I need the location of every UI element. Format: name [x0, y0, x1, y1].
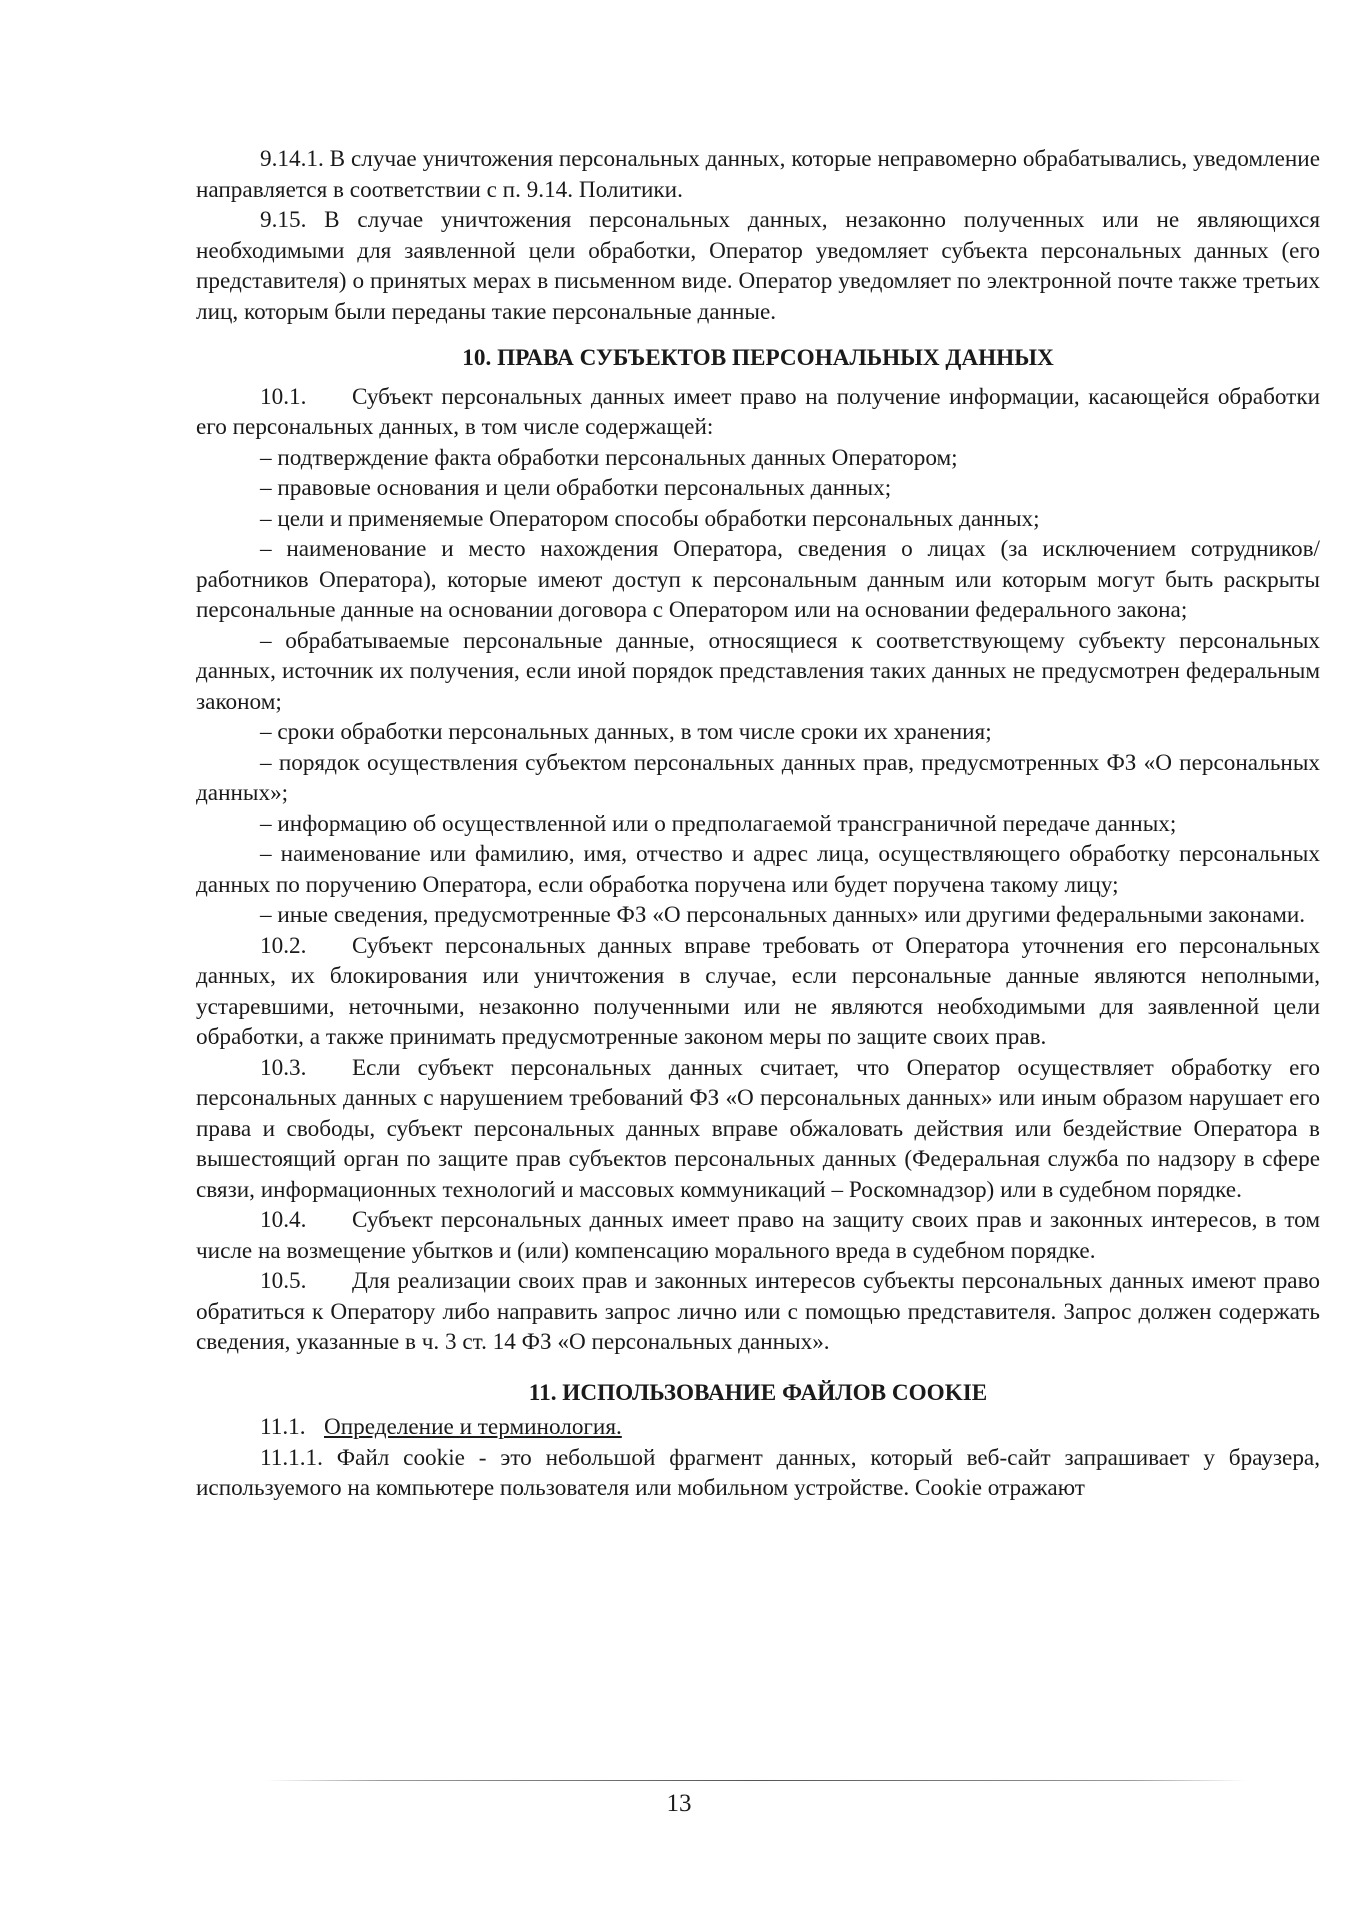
- paragraph-number: 10.5.: [260, 1268, 307, 1294]
- paragraph-10-2: [196, 931, 1320, 1053]
- page-content: [196, 144, 1320, 1504]
- paragraph-number: 10.2.: [260, 932, 307, 959]
- paragraph-9-14-1: 9.14.1. В случае уничтожения персональных данных, которые неправомерно обрабатывались, уведомление направляется в соответствии с п. 9.14. Политики.: [196, 146, 1320, 203]
- list-item: – подтверждение факта обработки персональных данных Оператором;: [260, 444, 958, 471]
- list-item: – правовые основания и цели обработки персональных данных;: [260, 475, 892, 501]
- paragraph-text: Определение и терминология.: [324, 1414, 622, 1440]
- list-item: – иные сведения, предусмотренные ФЗ «О персональных данных» или другими федеральными законами.: [260, 902, 1306, 928]
- paragraph-text: Субъект персональных данных вправе требовать от Оператора уточнения его персональных данных, их блокирования или уничтожения в случае, если персональные данные являются неполными, устаревшими, неточными, незаконно полученными или не являются необходимыми для заявленной цели обработки, а также принимать предусмотренные законом меры по защите своих прав.: [196, 932, 1320, 1050]
- page-number: 13: [666, 1790, 692, 1817]
- paragraph-10-3: [196, 1053, 1320, 1206]
- list-item: – порядок осуществления субъектом персональных данных прав, предусмотренных ФЗ «О персональных данных»;: [196, 749, 1320, 806]
- paragraph-9-15: 9.15. В случае уничтожения персональных данных, незаконно полученных или не являющихся необходимыми для заявленной цели обработки, Оператор уведомляет субъекта персональных данных (его представителя) о принятых мерах в письменном виде. Оператор уведомляет по электронной почте также третьих лиц, которым были переданы такие персональные данные.: [196, 207, 1320, 325]
- paragraph-number: 11.1.: [260, 1414, 306, 1440]
- section-10-heading: 10. ПРАВА СУБЪЕКТОВ ПЕРСОНАЛЬНЫХ ДАННЫХ: [462, 345, 1054, 371]
- list-item: – сроки обработки персональных данных, в том числе сроки их хранения;: [260, 719, 992, 745]
- paragraph-number: 10.3.: [260, 1054, 307, 1081]
- paragraph-10-5: [196, 1266, 1320, 1358]
- paragraph-11-1-1: 11.1.1. Файл cookie - это небольшой фрагмент данных, который веб-сайт запрашивает у браузера, используемого на компьютере пользователя или мобильном устройстве. Cookie отражают: [196, 1444, 1320, 1501]
- list-item: – наименование и место нахождения Оператора, сведения о лицах (за исключением сотрудников/работников Оператора), которые имеют доступ к персональным данным или которым могут быть раскрыты персональные данные на основании договора с Оператором или на основании федерального закона;: [196, 536, 1320, 623]
- list-item: – цели и применяемые Оператором способы обработки персональных данных;: [260, 505, 1040, 532]
- section-11-heading: 11. ИСПОЛЬЗОВАНИЕ ФАЙЛОВ COOKIE: [528, 1379, 988, 1406]
- list-item: – информацию об осуществленной или о предполагаемой трансграничной передаче данных;: [260, 810, 1177, 837]
- paragraph-text: Если субъект персональных данных считает, что Оператор осуществляет обработку его персональных данных с нарушением требований ФЗ «О персональных данных» или иным образом нарушает его права и свободы, субъект персональных данных вправе обжаловать действия или бездействие Оператора в вышестоящий орган по защите прав субъектов персональных данных (Федеральная служба по надзору в сфере связи, информационных технологий и массовых коммуникаций – Роскомнадзор) или в судебном порядке.: [196, 1054, 1320, 1203]
- paragraph-number: 10.1.: [260, 383, 307, 410]
- paragraph-10-1: [196, 382, 1320, 443]
- footer-divider: [266, 1780, 1246, 1781]
- list-item: – обрабатываемые персональные данные, относящиеся к соответствующему субъекту персональных данных, источник их получения, если иной порядок представления таких данных не предусмотрен федеральным законом;: [196, 627, 1320, 715]
- list-item: – наименование или фамилию, имя, отчество и адрес лица, осуществляющего обработку персональных данных по поручению Оператора, если обработка поручена или будет поручена такому лицу;: [196, 841, 1320, 898]
- paragraph-number: 10.4.: [260, 1207, 307, 1233]
- paragraph-text: Субъект персональных данных имеет право на получение информации, касающейся обработки его персональных данных, в том числе содержащей:: [196, 383, 1320, 440]
- paragraph-text: Для реализации своих прав и законных интересов субъекты персональных данных имеют право обратиться к Оператору либо направить запрос лично или с помощью представителя. Запрос должен содержать сведения, указанные в ч. 3 ст. 14 ФЗ «О персональных данных».: [196, 1268, 1320, 1355]
- paragraph-10-4: [196, 1205, 1320, 1266]
- paragraph-11-1: [196, 1412, 1320, 1443]
- paragraph-text: Субъект персональных данных имеет право на защиту своих прав и законных интересов, в том числе на возмещение убытков и (или) компенсацию морального вреда в судебном порядке.: [196, 1207, 1320, 1264]
